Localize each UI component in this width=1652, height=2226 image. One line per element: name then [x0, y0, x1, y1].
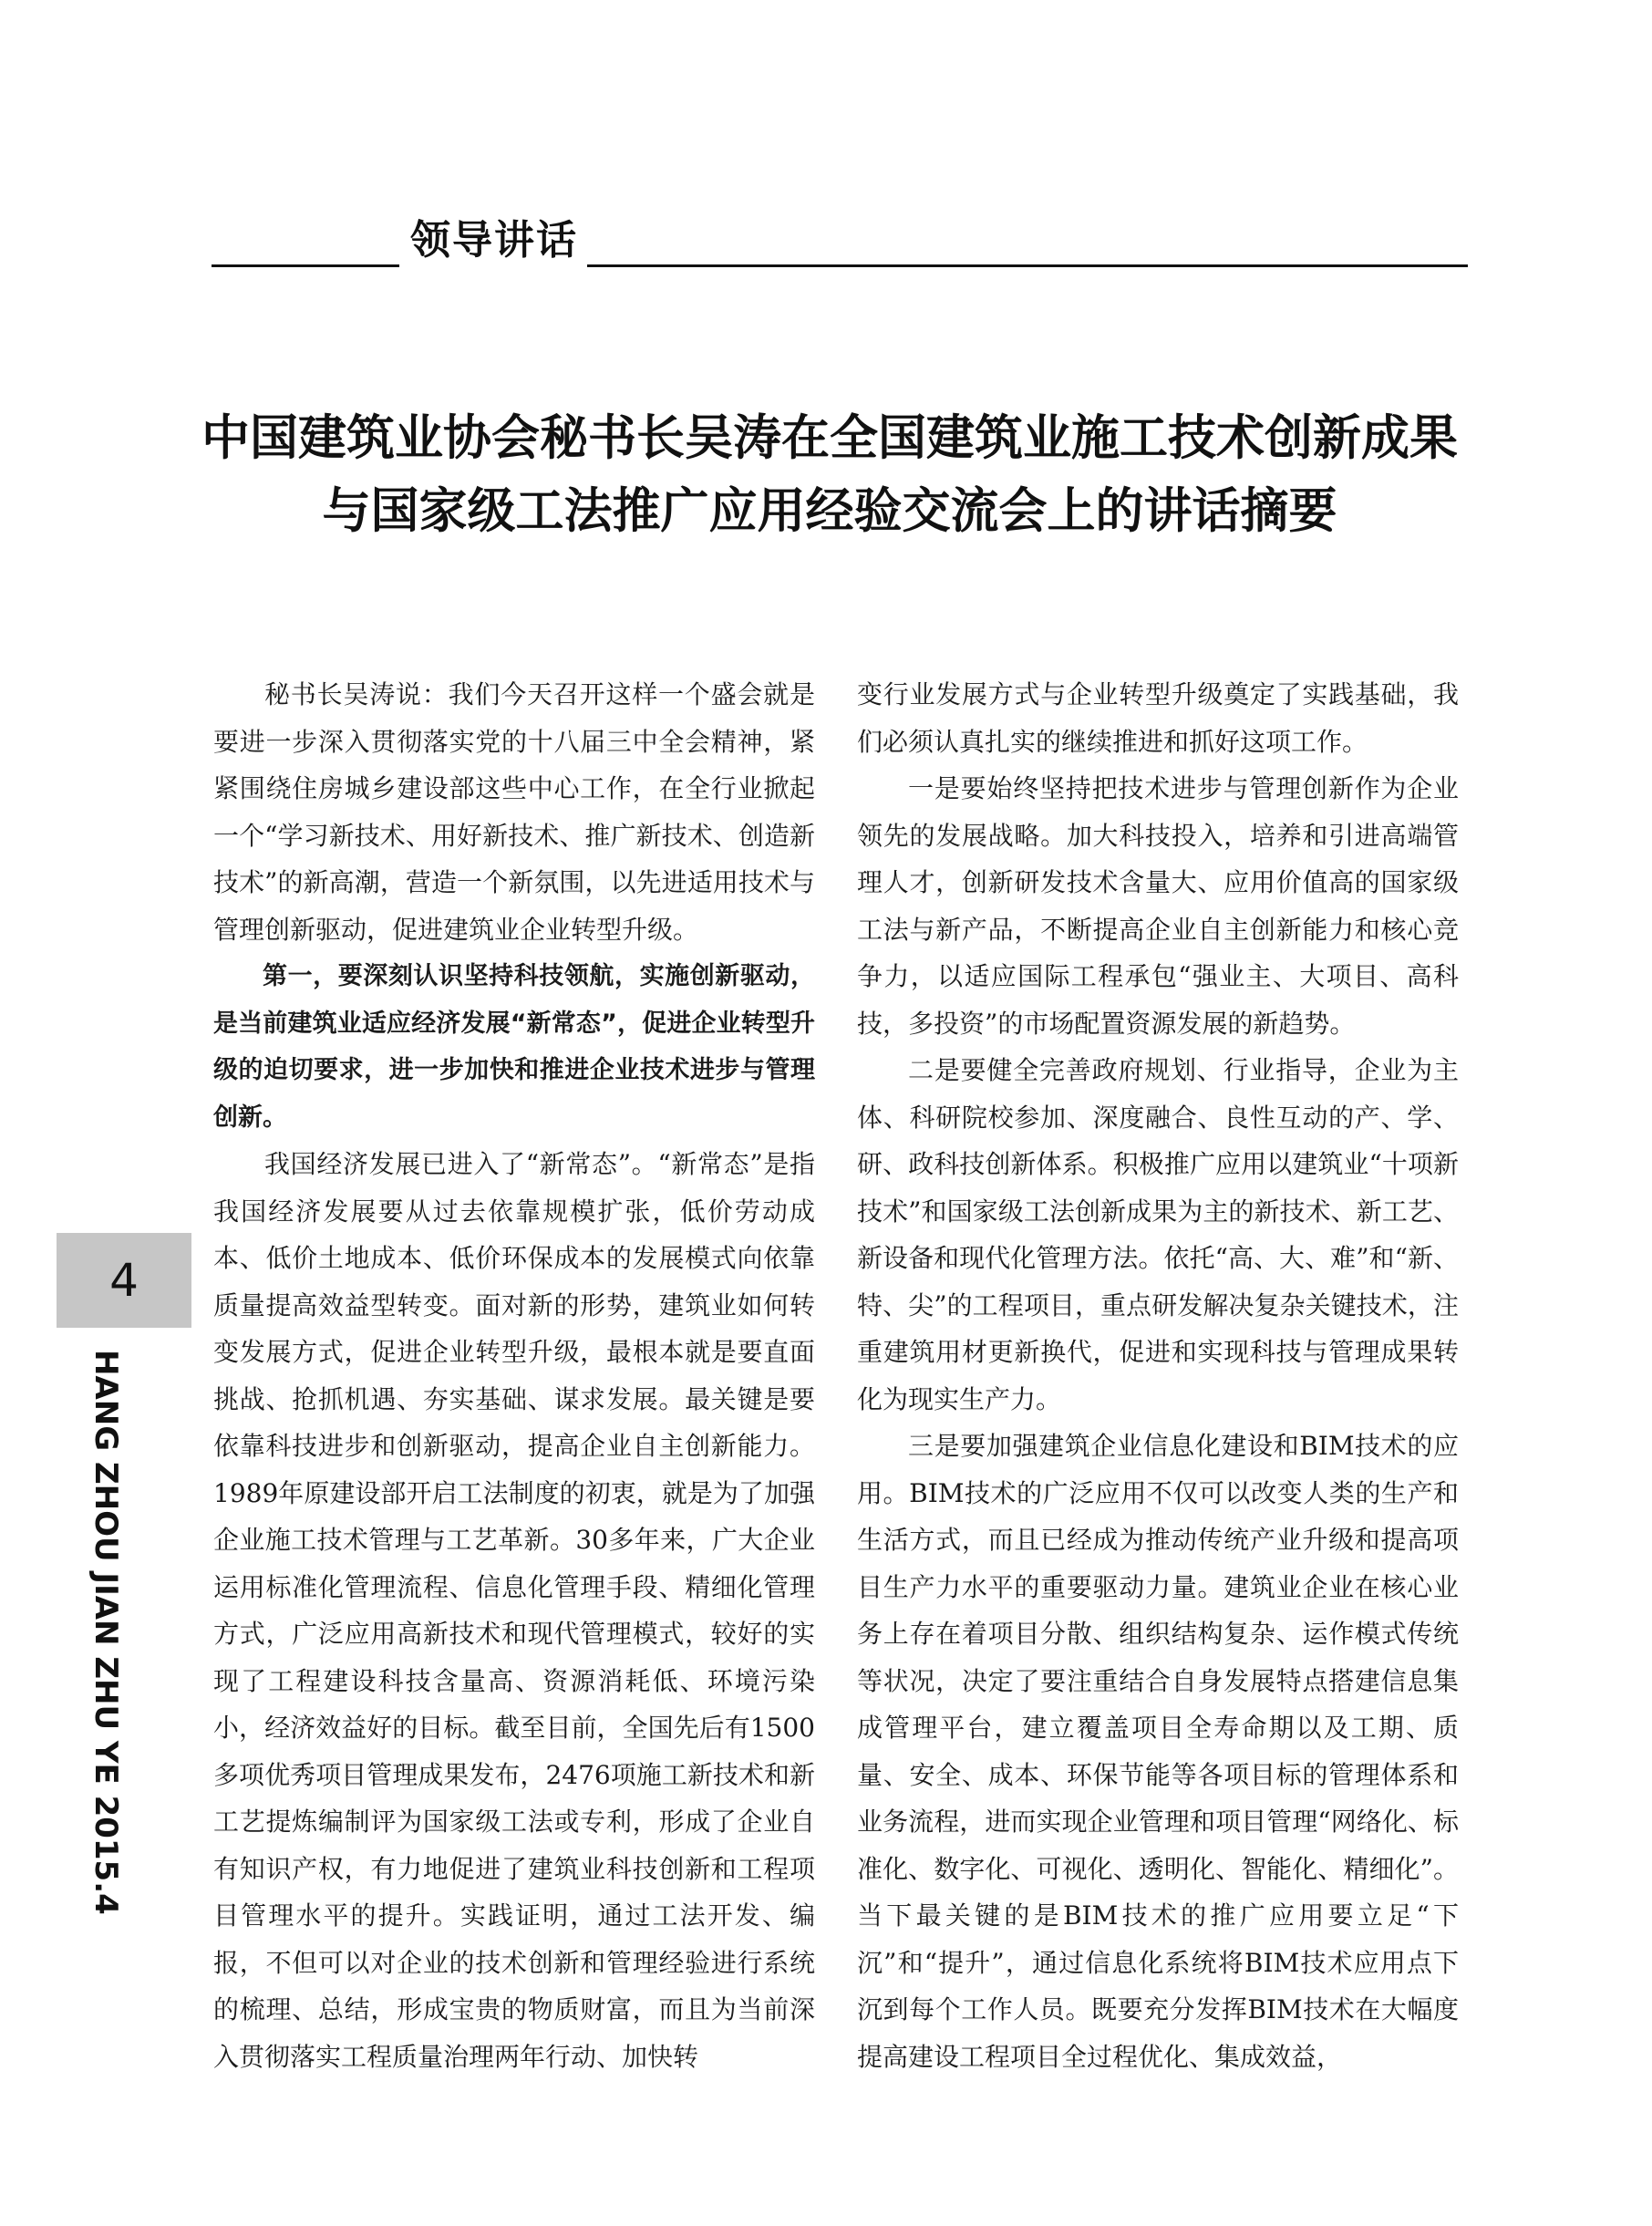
page-number: 4 [109, 1254, 139, 1307]
article-title-line-2: 与国家级工法推广应用经验交流会上的讲话摘要 [322, 482, 1337, 539]
paragraph-intro: 秘书长吴涛说：我们今天召开这样一个盛会就是要进一步深入贯彻落实党的十八届三中全会精神，紧紧围绕住房城乡建设部这些中心工作，在全行业掀起一个“学习新技术、用好新技术、推广新技术、创造新技术”的新高潮，营造一个新氛围，以先进适用技术与管理创新驱动，促进建筑业企业转型升级。 [213, 679, 815, 945]
header-rule-right [587, 264, 1468, 267]
paragraph-point-one: 第一，要深刻认识坚持科技领航，实施创新驱动，是当前建筑业适应经济发展“新常态”，促进企业转型升级的迫切要求，进一步加快和推进企业技术进步与管理创新。 [213, 962, 815, 1132]
right-column [857, 671, 1459, 2080]
paragraph-item-one: 一是要始终坚持把技术进步与管理创新作为企业领先的发展战略。加大科技投入，培养和引进高端管理人才，创新研发技术含量大、应用价值高的国家级工法与新产品，不断提高企业自主创新能力和核心竞争力，以适应国际工程承包“强业主、大项目、高科技，多投资”的市场配置资源发展的新趋势。 [857, 773, 1459, 1039]
section-header [212, 212, 1468, 270]
article-title-line-1: 中国建筑业协会秘书长吴涛在全国建筑业施工技术创新成果 [201, 409, 1458, 466]
header-rule-left [212, 264, 399, 267]
paragraph-new-normal: 我国经济发展已进入了“新常态”。“新常态”是指我国经济发展要从过去依靠规模扩张，低价劳动成本、低价土地成本、低价环保成本的发展模式向依靠质量提高效益型转变。面对新的形势，建筑业如何转变发展方式，促进企业转型升级，最根本就是要直面挑战、抢抓机遇、夯实基础、谋求发展。最关键是要依靠科技进步和创新驱动，提高企业自主创新能力。1989年原建设部开启工法制度的初衷，就是为了加强企业施工技术管理与工艺革新。30多年来，广大企业运用标准化管理流程、信息化管理手段、精细化管理方式，广泛应用高新技术和现代管理模式，较好的实现了工程建设科技含量高、资源消耗低、环境污染小，经济效益好的目标。截至目前，全国先后有1500多项优秀项目管理成果发布，2476项施工新技术和新工艺提炼编制评为国家级工法或专利，形成了企业自有知识产权，有力地促进了建筑业科技创新和工程项目管理水平的提升。实践证明，通过工法开发、编报，不但可以对企业的技术创新和管理经验进行系统的梳理、总结，形成宝贵的物质财富，而且为当前深入贯彻落实工程质量治理两年行动、加快转 [213, 1149, 815, 2072]
paragraph-continued: 变行业发展方式与企业转型升级奠定了实践基础，我们必须认真扎实的继续推进和抓好这项工作。 [857, 679, 1459, 757]
article-title [164, 401, 1495, 547]
page-number-tab [57, 1233, 191, 1328]
paragraph-item-two: 二是要健全完善政府规划、行业指导，企业为主体、科研院校参加、深度融合、良性互动的产、学、研、政科技创新体系。积极推广应用以建筑业“十项新技术”和国家级工法创新成果为主的新技术、新工艺、新设备和现代化管理方法。依托“高、大、难”和“新、特、尖”的工程项目，重点研发解决复杂关键技术，注重建筑用材更新换代，促进和实现科技与管理成果转化为现实生产力。 [857, 1055, 1459, 1414]
left-column [213, 671, 815, 2080]
journal-issue-line: HANG ZHOU JIAN ZHU YE 2015.4 [88, 1350, 124, 1915]
section-label: 领导讲话 [410, 217, 578, 264]
paragraph-item-three: 三是要加强建筑企业信息化建设和BIM技术的应用。BIM技术的广泛应用不仅可以改变人类的生产和生活方式，而且已经成为推动传统产业升级和提高项目生产力水平的重要驱动力量。建筑业企业在核心业务上存在着项目分散、组织结构复杂、运作模式传统等状况，决定了要注重结合自身发展特点搭建信息集成管理平台，建立覆盖项目全寿命期以及工期、质量、安全、成本、环保节能等各项目标的管理体系和业务流程，进而实现企业管理和项目管理“网络化、标准化、数字化、可视化、透明化、智能化、精细化”。当下最关键的是BIM技术的推广应用要立足“下沉”和“提升”，通过信息化系统将BIM技术应用点下沉到每个工作人员。既要充分发挥BIM技术在大幅度提高建设工程项目全过程优化、集成效益， [857, 1431, 1459, 2072]
